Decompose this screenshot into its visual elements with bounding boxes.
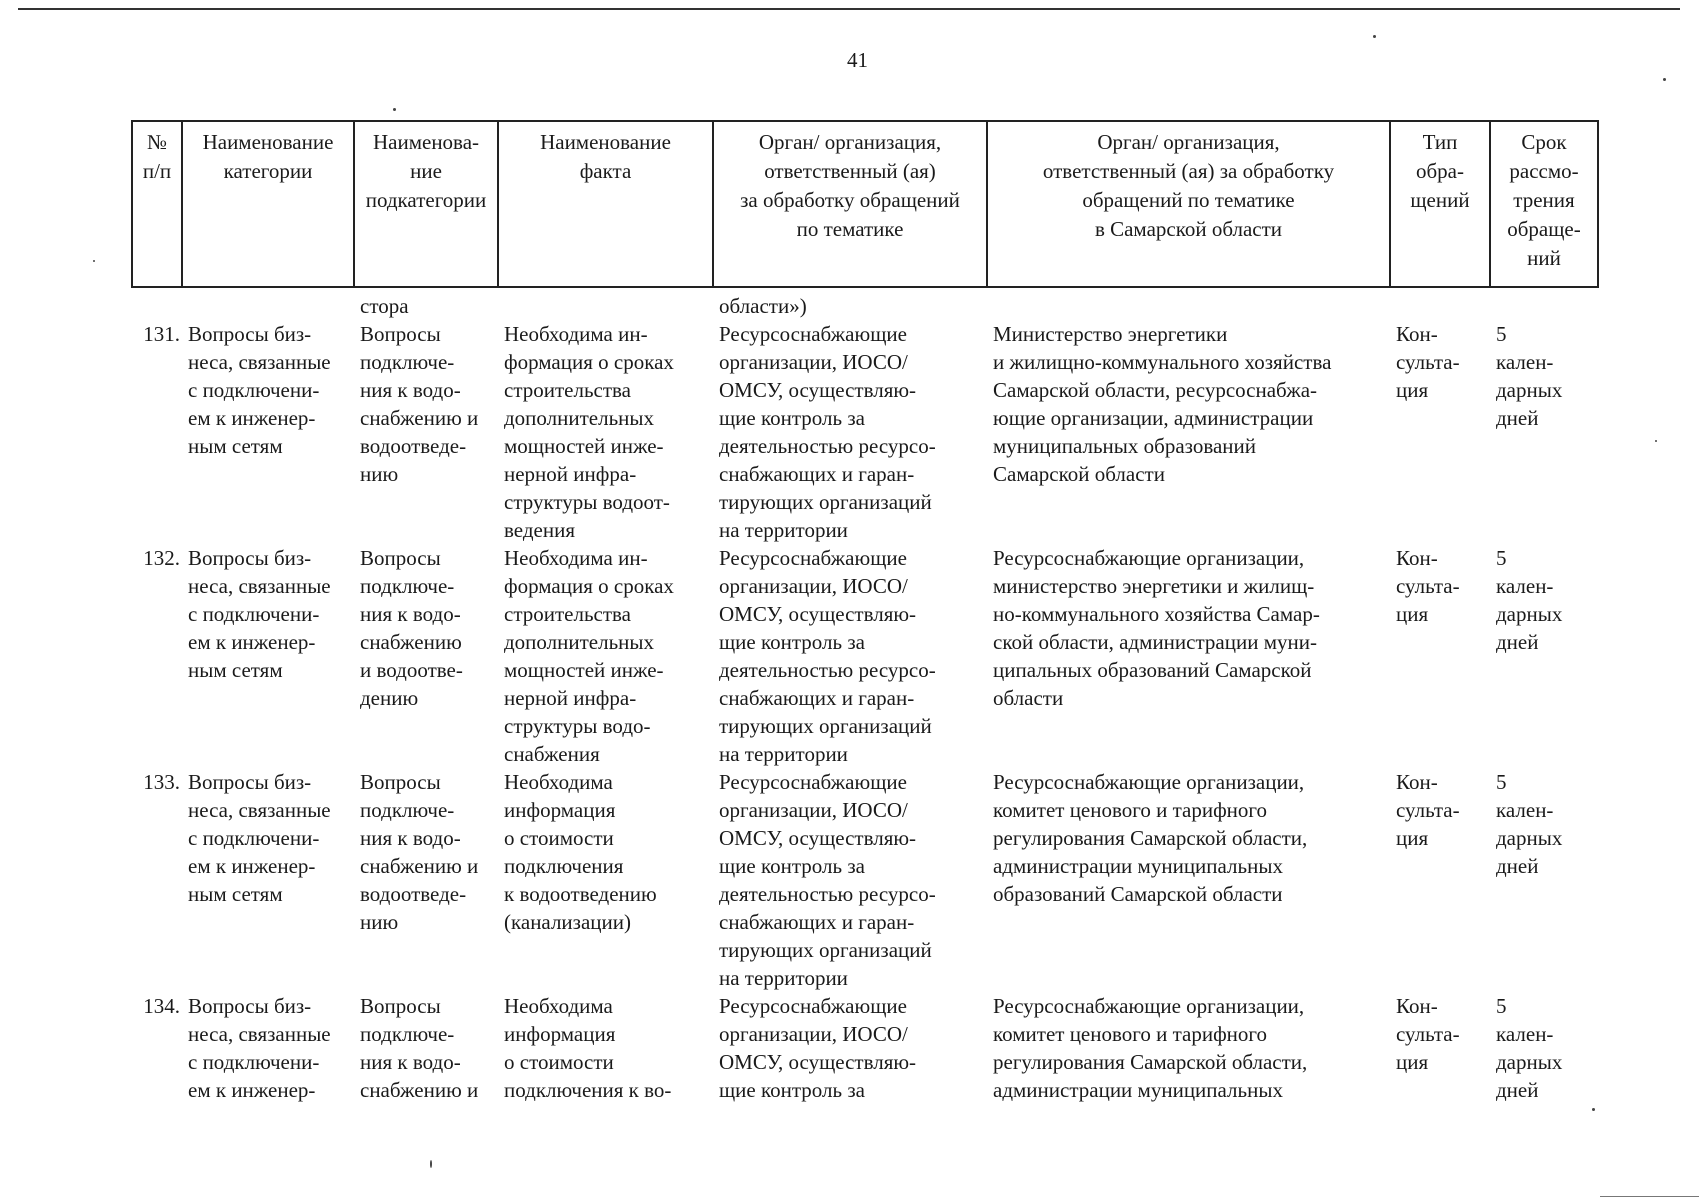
- scan-speck: [393, 108, 396, 111]
- row-number: 132.: [143, 546, 180, 570]
- row-number: 131.: [143, 322, 180, 346]
- fact-cell: Необходима ин- формация о сроках строительства дополнительных мощностей инже- нерной инфра- структуры водо- снабжения: [504, 546, 674, 766]
- subcategory-cell: Вопросы подключе- ния к водо- снабжению и водоотве- дению: [360, 546, 463, 710]
- header-fact: Наименование факта: [498, 121, 713, 287]
- continuation-row: [132, 287, 1598, 320]
- category-cell: Вопросы биз- неса, связанные с подключени- ем к инженер- ным сетям: [188, 546, 331, 682]
- appeal-type-cell: Кон- сульта- ция: [1396, 322, 1460, 402]
- organization-samara-cell: Ресурсоснабжающие организации, комитет ценового и тарифного регулирования Самарской области, администрации муниципальных: [993, 994, 1308, 1102]
- continuation-cell: [1490, 287, 1598, 320]
- scan-speck: [1655, 440, 1657, 442]
- continuation-cell: [182, 287, 354, 320]
- header-organization-samara: Орган/ организация, ответственный (ая) за обработку обращений по тематике в Самарской области: [987, 121, 1390, 287]
- continuation-cell: [987, 287, 1390, 320]
- scan-speck: [93, 260, 95, 262]
- category-cell: Вопросы биз- неса, связанные с подключени- ем к инженер- ным сетям: [188, 770, 331, 906]
- bottom-rule: [1600, 1196, 1699, 1197]
- subcategory-cell: Вопросы подключе- ния к водо- снабжению и водоотведе- нию: [360, 770, 479, 934]
- table-header-row: [132, 121, 1598, 287]
- subcategory-cell: Вопросы подключе- ния к водо- снабжению и: [360, 994, 479, 1102]
- category-cell: Вопросы биз- неса, связанные с подключени- ем к инженер- ным сетям: [188, 322, 331, 458]
- organization-cell: Ресурсоснабжающие организации, ИОСО/ ОМСУ, осуществляю- щие контроль за деятельностью ресурсо- снабжающих и гаран- тирующих организаций на территории: [719, 770, 936, 990]
- review-term-cell: 5 кален- дарных дней: [1496, 546, 1563, 654]
- organization-cell: Ресурсоснабжающие организации, ИОСО/ ОМСУ, осуществляю- щие контроль за деятельностью ресурсо- снабжающих и гаран- тирующих организаций на территории: [719, 546, 936, 766]
- review-term-cell: 5 кален- дарных дней: [1496, 994, 1563, 1102]
- fact-cell: Необходима информация о стоимости подключения к водоотведению (канализации): [504, 770, 657, 934]
- header-review-term: Срок рассмо- трения обраще- ний: [1490, 121, 1598, 287]
- appeal-type-cell: Кон- сульта- ция: [1396, 994, 1460, 1074]
- appeal-type-cell: Кон- сульта- ция: [1396, 546, 1460, 626]
- page-number: 41: [847, 48, 868, 72]
- organization-cell: Ресурсоснабжающие организации, ИОСО/ ОМСУ, осуществляю- щие контроль за деятельностью ресурсо- снабжающих и гаран- тирующих организаций на территории: [719, 322, 936, 542]
- fact-cell: Необходима информация о стоимости подключения к во-: [504, 994, 672, 1102]
- header-category: Наименование категории: [182, 121, 354, 287]
- header-organization: Орган/ организация, ответственный (ая) за обработку обращений по тематике: [713, 121, 987, 287]
- review-term-cell: 5 кален- дарных дней: [1496, 322, 1563, 430]
- continuation-cell: [132, 287, 182, 320]
- row-number: 134.: [143, 994, 180, 1018]
- scan-speck: [1373, 35, 1376, 38]
- organization-cell: Ресурсоснабжающие организации, ИОСО/ ОМСУ, осуществляю- щие контроль за: [719, 994, 917, 1102]
- subcategory-cell: Вопросы подключе- ния к водо- снабжению и водоотведе- нию: [360, 322, 479, 486]
- fact-cell: Необходима ин- формация о сроках строительства дополнительных мощностей инже- нерной инфра- структуры водоот- ведения: [504, 322, 674, 542]
- scan-speck: [1663, 78, 1666, 81]
- continuation-cell: [498, 287, 713, 320]
- review-term-cell: 5 кален- дарных дней: [1496, 770, 1563, 878]
- continuation-cell: [1390, 287, 1490, 320]
- table-row: [132, 768, 1598, 992]
- document-table: [131, 120, 1599, 1104]
- continuation-cell: стора: [360, 294, 409, 318]
- table-row: [132, 544, 1598, 768]
- header-subcategory: Наименова- ние подкатегории: [354, 121, 498, 287]
- scan-speck: [430, 1160, 432, 1168]
- organization-samara-cell: Министерство энергетики и жилищно-коммунального хозяйства Самарской области, ресурсоснабжа- ющие организации, администрации муниципальных образований Самарской области: [993, 322, 1332, 486]
- organization-samara-cell: Ресурсоснабжающие организации, министерство энергетики и жилищ- но-коммунального хозяйства Самар- ской области, администрации муни- ципальных образований Самарской области: [993, 546, 1320, 710]
- row-number: 133.: [143, 770, 180, 794]
- top-rule: [18, 8, 1680, 10]
- continuation-cell: области»): [719, 294, 807, 318]
- appeal-type-cell: Кон- сульта- ция: [1396, 770, 1460, 850]
- category-cell: Вопросы биз- неса, связанные с подключени- ем к инженер-: [188, 994, 331, 1102]
- table-row: [132, 992, 1598, 1104]
- scan-speck: [1592, 1108, 1595, 1111]
- table-row: [132, 320, 1598, 544]
- header-number: № п/п: [132, 121, 182, 287]
- header-appeal-type: Тип обра- щений: [1390, 121, 1490, 287]
- organization-samara-cell: Ресурсоснабжающие организации, комитет ценового и тарифного регулирования Самарской области, администрации муниципальных образований Самарской области: [993, 770, 1308, 906]
